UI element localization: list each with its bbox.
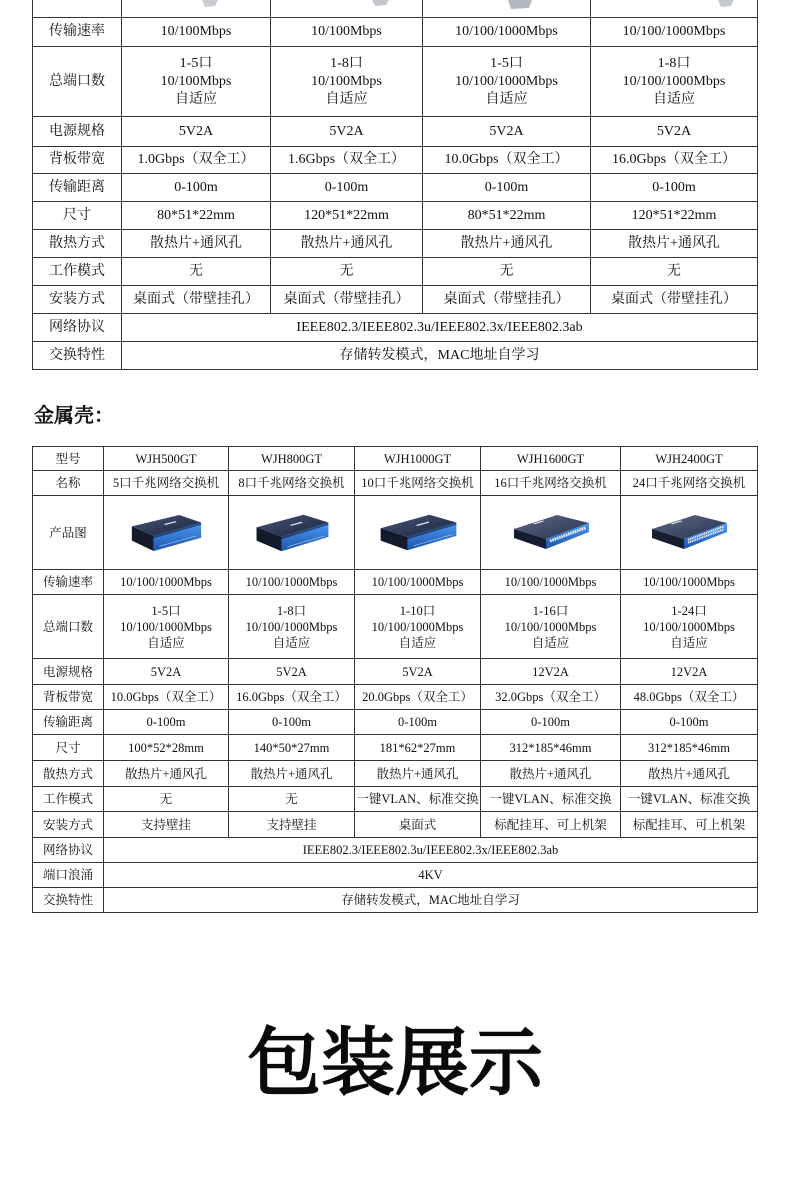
port-negotiation: 自适应 — [670, 635, 708, 650]
switching-feature-row — [33, 888, 758, 913]
product-name-value: 8口千兆网络交换机 — [229, 471, 355, 496]
dimensions-row — [33, 202, 758, 230]
transfer-distance-value: 0-100m — [122, 174, 271, 202]
transfer-distance-value: 0-100m — [355, 710, 481, 735]
dimensions-label: 尺寸 — [33, 735, 104, 761]
total-ports-value — [104, 595, 229, 659]
install-method-value: 标配挂耳、可上机架 — [481, 812, 621, 838]
backplane-bandwidth-value: 10.0Gbps（双全工） — [423, 147, 591, 174]
port-negotiation: 自适应 — [531, 635, 570, 650]
model-value: WJH2400GT — [621, 447, 758, 471]
transfer-distance-row — [33, 710, 758, 735]
product-image-label-cell — [33, 0, 122, 18]
port-range: 1-5口 — [490, 55, 523, 71]
work-mode-value: 无 — [423, 258, 591, 286]
port-speed: 10/100Mbps — [160, 73, 232, 89]
total-ports-row — [33, 595, 758, 659]
dimensions-value: 312*185*46mm — [481, 735, 621, 761]
cooling-method-value: 散热片+通风孔 — [621, 761, 758, 787]
dimensions-label: 尺寸 — [33, 202, 122, 230]
transfer-distance-value: 0-100m — [104, 710, 229, 735]
transfer-rate-value: 10/100/1000Mbps — [355, 570, 481, 595]
cooling-method-value: 散热片+通风孔 — [122, 230, 271, 258]
product-name-value: 24口千兆网络交换机 — [621, 471, 758, 496]
install-method-label: 安装方式 — [33, 286, 122, 314]
network-protocol-value: IEEE802.3/IEEE802.3u/IEEE802.3x/IEEE802.3ab — [104, 838, 758, 863]
product-name-row — [33, 471, 758, 496]
dimensions-value: 140*50*27mm — [229, 735, 355, 761]
product-image-cell — [621, 496, 758, 570]
total-ports-value — [271, 47, 423, 117]
install-method-value: 桌面式 — [355, 812, 481, 838]
transfer-distance-value: 0-100m — [481, 710, 621, 735]
cooling-method-label: 散热方式 — [33, 761, 104, 787]
power-spec-row — [33, 117, 758, 147]
port-speed: 10/100/1000Mbps — [245, 619, 338, 634]
network-protocol-row — [33, 314, 758, 342]
product-name-value: 5口千兆网络交换机 — [104, 471, 229, 496]
product-image-row — [33, 496, 758, 570]
power-spec-value: 12V2A — [621, 659, 758, 685]
install-method-value: 桌面式（带壁挂孔） — [423, 286, 591, 314]
port-speed: 10/100Mbps — [311, 73, 382, 89]
work-mode-value: 无 — [271, 258, 423, 286]
port-surge-label: 端口浪涌 — [33, 863, 104, 888]
port-speed: 10/100/1000Mbps — [643, 619, 735, 634]
transfer-rate-value: 10/100/1000Mbps — [621, 570, 758, 595]
install-method-value: 支持壁挂 — [229, 812, 355, 838]
product-image-cell — [355, 496, 481, 570]
cooling-method-value: 散热片+通风孔 — [271, 230, 423, 258]
work-mode-value: 一键VLAN、标准交换 — [481, 787, 621, 812]
port-speed: 10/100/1000Mbps — [371, 619, 464, 634]
transfer-distance-value: 0-100m — [591, 174, 758, 202]
port-range: 1-8口 — [276, 603, 307, 618]
power-spec-value: 5V2A — [122, 117, 271, 147]
install-method-label: 安装方式 — [33, 812, 104, 838]
product-name-value: 16口千兆网络交换机 — [481, 471, 621, 496]
transfer-rate-value: 10/100Mbps — [271, 18, 423, 47]
cooling-method-value: 散热片+通风孔 — [104, 761, 229, 787]
switch-image-fragment — [122, 0, 271, 17]
work-mode-row — [33, 258, 758, 286]
model-value: WJH1600GT — [481, 447, 621, 471]
model-value: WJH500GT — [104, 447, 229, 471]
switch-image-fragment — [423, 0, 591, 17]
product-image-cell — [481, 496, 621, 570]
port-speed: 10/100/1000Mbps — [455, 73, 558, 89]
cooling-method-value: 散热片+通风孔 — [229, 761, 355, 787]
port-range: 1-16口 — [532, 603, 569, 618]
product-image-label: 产品图 — [33, 496, 104, 570]
switching-feature-value: 存储转发模式，MAC地址自学习 — [122, 342, 758, 370]
transfer-rate-value: 10/100/1000Mbps — [481, 570, 621, 595]
total-ports-row — [33, 47, 758, 117]
total-ports-value — [621, 595, 758, 659]
total-ports-value — [423, 47, 591, 117]
transfer-distance-value: 0-100m — [621, 710, 758, 735]
backplane-bandwidth-value: 48.0Gbps（双全工） — [621, 685, 758, 710]
total-ports-value — [591, 47, 758, 117]
backplane-bandwidth-label: 背板带宽 — [33, 147, 122, 174]
transfer-rate-value: 10/100/1000Mbps — [229, 570, 355, 595]
port-speed: 10/100/1000Mbps — [622, 73, 726, 89]
total-ports-value — [229, 595, 355, 659]
backplane-bandwidth-label: 背板带宽 — [33, 685, 104, 710]
dimensions-value: 120*51*22mm — [591, 202, 758, 230]
port-negotiation: 自适应 — [325, 91, 368, 107]
transfer-rate-value: 10/100/1000Mbps — [591, 18, 758, 47]
metal-switch-spec-table — [32, 446, 758, 913]
power-spec-label: 电源规格 — [33, 659, 104, 685]
switching-feature-label: 交换特性 — [33, 342, 122, 370]
model-value: WJH1000GT — [355, 447, 481, 471]
transfer-rate-label: 传输速率 — [33, 18, 122, 47]
product-image-cell — [423, 0, 591, 18]
switching-feature-row — [33, 342, 758, 370]
switching-feature-value: 存储转发模式，MAC地址自学习 — [104, 888, 758, 913]
model-label: 型号 — [33, 447, 104, 471]
desktop-switch-5-port-image — [128, 510, 204, 556]
backplane-bandwidth-value: 16.0Gbps（双全工） — [229, 685, 355, 710]
total-ports-value — [481, 595, 621, 659]
port-range: 1-5口 — [179, 55, 213, 71]
total-ports-value — [355, 595, 481, 659]
work-mode-value: 无 — [104, 787, 229, 812]
cooling-method-label: 散热方式 — [33, 230, 122, 258]
backplane-bandwidth-row — [33, 685, 758, 710]
work-mode-value: 一键VLAN、标准交换 — [355, 787, 481, 812]
transfer-distance-label: 传输距离 — [33, 710, 104, 735]
backplane-bandwidth-row — [33, 147, 758, 174]
power-spec-value: 5V2A — [104, 659, 229, 685]
transfer-rate-value: 10/100/1000Mbps — [423, 18, 591, 47]
transfer-distance-value: 0-100m — [423, 174, 591, 202]
product-name-value: 10口千兆网络交换机 — [355, 471, 481, 496]
product-image-row-partial — [33, 0, 758, 18]
network-protocol-row — [33, 838, 758, 863]
port-range: 1-24口 — [671, 603, 707, 618]
backplane-bandwidth-value: 16.0Gbps（双全工） — [591, 147, 758, 174]
transfer-distance-value: 0-100m — [229, 710, 355, 735]
install-method-value: 桌面式（带壁挂孔） — [591, 286, 758, 314]
power-spec-value: 5V2A — [355, 659, 481, 685]
install-method-value: 支持壁挂 — [104, 812, 229, 838]
network-protocol-label: 网络协议 — [33, 838, 104, 863]
backplane-bandwidth-value: 20.0Gbps（双全工） — [355, 685, 481, 710]
work-mode-value: 一键VLAN、标准交换 — [621, 787, 758, 812]
work-mode-label: 工作模式 — [33, 258, 122, 286]
port-negotiation: 自适应 — [485, 91, 528, 107]
rack-switch-16-port-image — [511, 509, 591, 557]
port-range: 1-8口 — [330, 55, 363, 71]
dimensions-row — [33, 735, 758, 761]
port-range: 1-10口 — [399, 603, 436, 618]
backplane-bandwidth-value: 10.0Gbps（双全工） — [104, 685, 229, 710]
power-spec-row — [33, 659, 758, 685]
install-method-value: 桌面式（带壁挂孔） — [122, 286, 271, 314]
model-value: WJH800GT — [229, 447, 355, 471]
work-mode-value: 无 — [122, 258, 271, 286]
dimensions-value: 100*52*28mm — [104, 735, 229, 761]
transfer-distance-label: 传输距离 — [33, 174, 122, 202]
install-method-row — [33, 286, 758, 314]
power-spec-value: 5V2A — [591, 117, 758, 147]
port-negotiation: 自适应 — [272, 635, 311, 650]
cooling-method-value: 散热片+通风孔 — [355, 761, 481, 787]
power-spec-value: 5V2A — [229, 659, 355, 685]
power-spec-value: 5V2A — [423, 117, 591, 147]
power-spec-label: 电源规格 — [33, 117, 122, 147]
port-surge-value: 4KV — [104, 863, 758, 888]
network-protocol-value: IEEE802.3/IEEE802.3u/IEEE802.3x/IEEE802.3ab — [122, 314, 758, 342]
cooling-method-row — [33, 230, 758, 258]
port-negotiation: 自适应 — [398, 635, 437, 650]
backplane-bandwidth-value: 32.0Gbps（双全工） — [481, 685, 621, 710]
work-mode-label: 工作模式 — [33, 787, 104, 812]
port-range: 1-5口 — [151, 603, 181, 618]
port-surge-row — [33, 863, 758, 888]
install-method-row — [33, 812, 758, 838]
product-image-cell — [122, 0, 271, 18]
product-image-cell — [271, 0, 423, 18]
switch-image-fragment — [591, 0, 758, 17]
switching-feature-label: 交换特性 — [33, 888, 104, 913]
total-ports-label: 总端口数 — [33, 47, 122, 117]
desktop-switch-10-port-image — [377, 510, 459, 556]
desktop-switch-8-port-image — [253, 510, 331, 556]
plastic-switch-spec-table — [32, 0, 758, 370]
transfer-rate-row — [33, 18, 758, 47]
model-row — [33, 447, 758, 471]
backplane-bandwidth-value: 1.6Gbps（双全工） — [271, 147, 423, 174]
install-method-value: 桌面式（带壁挂孔） — [271, 286, 423, 314]
product-image-cell — [591, 0, 758, 18]
total-ports-label: 总端口数 — [33, 595, 104, 659]
transfer-rate-label: 传输速率 — [33, 570, 104, 595]
port-speed: 10/100/1000Mbps — [120, 619, 212, 634]
port-negotiation: 自适应 — [175, 91, 217, 107]
work-mode-value: 无 — [591, 258, 758, 286]
product-image-cell — [104, 496, 229, 570]
port-negotiation: 自适应 — [653, 91, 695, 107]
backplane-bandwidth-value: 1.0Gbps（双全工） — [122, 147, 271, 174]
cooling-method-value: 散热片+通风孔 — [481, 761, 621, 787]
product-image-cell — [229, 496, 355, 570]
transfer-rate-value: 10/100/1000Mbps — [104, 570, 229, 595]
product-name-label: 名称 — [33, 471, 104, 496]
cooling-method-value: 散热片+通风孔 — [591, 230, 758, 258]
work-mode-row — [33, 787, 758, 812]
metal-case-heading: 金属壳： — [34, 405, 114, 427]
cooling-method-row — [33, 761, 758, 787]
port-speed: 10/100/1000Mbps — [504, 619, 597, 634]
switch-image-fragment — [271, 0, 423, 17]
dimensions-value: 181*62*27mm — [355, 735, 481, 761]
cooling-method-value: 散热片+通风孔 — [423, 230, 591, 258]
install-method-value: 标配挂耳、可上机架 — [621, 812, 758, 838]
dimensions-value: 312*185*46mm — [621, 735, 758, 761]
dimensions-value: 120*51*22mm — [271, 202, 423, 230]
power-spec-value: 12V2A — [481, 659, 621, 685]
transfer-distance-row — [33, 174, 758, 202]
network-protocol-label: 网络协议 — [33, 314, 122, 342]
port-negotiation: 自适应 — [147, 635, 185, 650]
work-mode-value: 无 — [229, 787, 355, 812]
port-range: 1-8口 — [657, 55, 691, 71]
transfer-rate-row — [33, 570, 758, 595]
rack-switch-24-port-image — [649, 509, 729, 557]
packaging-display-heading: 包装展示 — [247, 1021, 543, 1104]
dimensions-value: 80*51*22mm — [122, 202, 271, 230]
dimensions-value: 80*51*22mm — [423, 202, 591, 230]
total-ports-value — [122, 47, 271, 117]
transfer-rate-value: 10/100Mbps — [122, 18, 271, 47]
transfer-distance-value: 0-100m — [271, 174, 423, 202]
power-spec-value: 5V2A — [271, 117, 423, 147]
